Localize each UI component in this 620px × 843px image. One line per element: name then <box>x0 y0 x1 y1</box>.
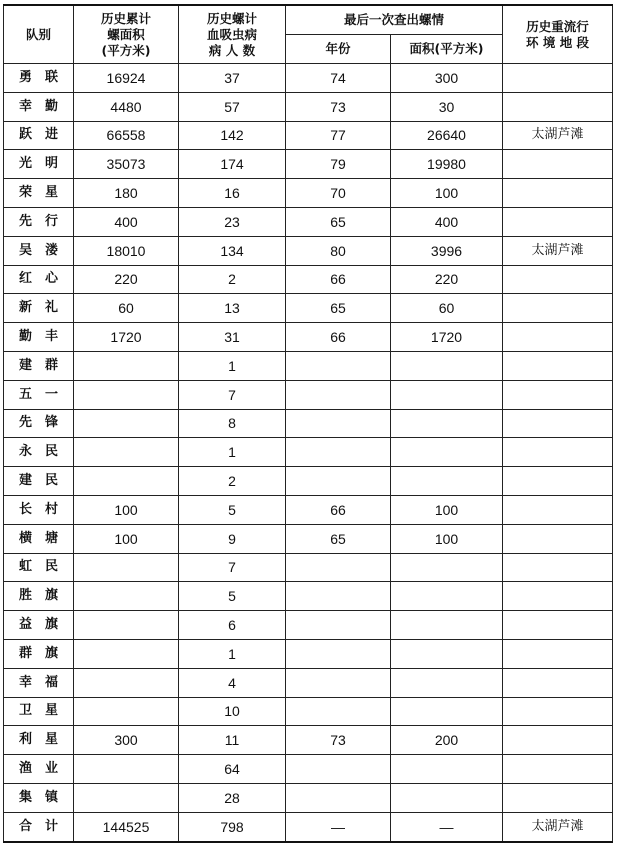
cell-patients: 2 <box>179 265 286 294</box>
header-snail-area-line3: (平方米) <box>101 42 151 58</box>
cell-team <box>4 611 74 640</box>
cell-team <box>4 553 74 582</box>
cell-last-area: 100 <box>391 495 503 524</box>
cell-environment <box>503 611 613 640</box>
cell-environment <box>503 783 613 812</box>
cell-patients: 4 <box>179 668 286 697</box>
cell-last-area <box>391 380 503 409</box>
cell-snail-area: 18010 <box>74 236 179 265</box>
team-char-2: 进 <box>45 127 59 143</box>
table-body <box>4 64 613 842</box>
cell-team <box>4 207 74 236</box>
cell-snail-area: 35073 <box>74 150 179 179</box>
cell-last-area <box>391 668 503 697</box>
header-snail-area <box>74 5 179 64</box>
cell-snail-area: 16924 <box>74 64 179 93</box>
team-char-1: 永 <box>18 444 32 460</box>
header-snail-area-line2: 螺面积 <box>107 26 145 42</box>
cell-last-area: 60 <box>391 294 503 323</box>
schistosomiasis-table-container <box>3 4 612 843</box>
team-char-1: 新 <box>18 300 32 316</box>
table-row <box>4 438 613 467</box>
team-char-1: 红 <box>18 271 32 287</box>
cell-last-area: 19980 <box>391 150 503 179</box>
cell-environment <box>503 265 613 294</box>
cell-environment <box>503 668 613 697</box>
table-row <box>4 121 613 150</box>
table-row <box>4 524 613 553</box>
cell-team <box>4 639 74 668</box>
team-char-1: 幸 <box>18 674 32 690</box>
cell-year <box>286 783 391 812</box>
cell-team <box>4 783 74 812</box>
cell-patients: 7 <box>179 553 286 582</box>
team-char-1: 幸 <box>18 98 32 114</box>
cell-environment <box>503 380 613 409</box>
team-char-1: 光 <box>18 156 32 172</box>
team-char-2: 星 <box>45 732 59 748</box>
cell-year <box>286 582 391 611</box>
table-row <box>4 611 613 640</box>
cell-patients: 23 <box>179 207 286 236</box>
cell-environment <box>503 553 613 582</box>
cell-snail-area <box>74 697 179 726</box>
cell-year: 65 <box>286 524 391 553</box>
cell-year <box>286 438 391 467</box>
cell-patients: 31 <box>179 323 286 352</box>
cell-team <box>4 697 74 726</box>
team-char-2: 业 <box>45 761 59 777</box>
cell-patients: 8 <box>179 409 286 438</box>
cell-snail-area <box>74 438 179 467</box>
team-char-2: 勤 <box>45 98 59 114</box>
cell-team <box>4 236 74 265</box>
team-char-1: 长 <box>18 501 32 517</box>
team-char-2: 旗 <box>45 588 59 604</box>
cell-patients: 13 <box>179 294 286 323</box>
header-team: 队别 <box>4 5 74 64</box>
header-recurrence <box>503 5 613 64</box>
cell-last-area <box>391 783 503 812</box>
team-char-1: 吴 <box>18 242 32 258</box>
cell-environment <box>503 726 613 755</box>
cell-team <box>4 323 74 352</box>
cell-environment: 太湖芦滩 <box>503 812 613 841</box>
cell-environment <box>503 524 613 553</box>
header-snail-area-line1: 历史累计 <box>100 10 151 26</box>
cell-team <box>4 726 74 755</box>
cell-team <box>4 812 74 841</box>
team-char-1: 五 <box>18 386 32 402</box>
table-row <box>4 294 613 323</box>
cell-patients: 798 <box>179 812 286 841</box>
cell-last-area <box>391 639 503 668</box>
team-char-1: 建 <box>18 473 32 489</box>
cell-snail-area: 60 <box>74 294 179 323</box>
cell-patients: 9 <box>179 524 286 553</box>
cell-last-area <box>391 755 503 784</box>
team-char-1: 横 <box>18 530 32 546</box>
table-row <box>4 351 613 380</box>
cell-team <box>4 64 74 93</box>
cell-last-area <box>391 409 503 438</box>
cell-snail-area <box>74 351 179 380</box>
cell-snail-area <box>74 611 179 640</box>
table-row <box>4 179 613 208</box>
cell-snail-area <box>74 467 179 496</box>
header-patients <box>179 5 286 64</box>
cell-environment <box>503 150 613 179</box>
team-char-1: 建 <box>18 357 32 373</box>
table-row <box>4 495 613 524</box>
table-row <box>4 639 613 668</box>
cell-last-area: 100 <box>391 524 503 553</box>
table-row <box>4 323 613 352</box>
table-row <box>4 697 613 726</box>
cell-team <box>4 495 74 524</box>
cell-team <box>4 438 74 467</box>
cell-environment: 太湖芦滩 <box>503 236 613 265</box>
cell-patients: 174 <box>179 150 286 179</box>
team-char-2: 心 <box>45 271 59 287</box>
cell-year <box>286 755 391 784</box>
team-char-1: 荣 <box>18 185 32 201</box>
cell-patients: 142 <box>179 121 286 150</box>
team-char-1: 勇 <box>18 69 32 85</box>
cell-patients: 11 <box>179 726 286 755</box>
header-area: 面积(平方米) <box>391 35 503 64</box>
cell-snail-area: 400 <box>74 207 179 236</box>
team-char-2: 锋 <box>45 415 59 431</box>
cell-environment <box>503 582 613 611</box>
cell-year <box>286 553 391 582</box>
cell-last-area: — <box>391 812 503 841</box>
cell-year: 74 <box>286 64 391 93</box>
team-char-2: 群 <box>45 357 59 373</box>
cell-team <box>4 409 74 438</box>
cell-patients: 1 <box>179 438 286 467</box>
cell-environment <box>503 467 613 496</box>
cell-patients: 2 <box>179 467 286 496</box>
cell-patients: 6 <box>179 611 286 640</box>
cell-year: 65 <box>286 207 391 236</box>
cell-snail-area: 66558 <box>74 121 179 150</box>
cell-snail-area <box>74 668 179 697</box>
cell-last-area: 26640 <box>391 121 503 150</box>
header-recurrence-line2: 环 境 地 段 <box>525 34 590 50</box>
cell-team <box>4 121 74 150</box>
cell-last-area: 220 <box>391 265 503 294</box>
team-char-2: 联 <box>45 69 59 85</box>
cell-snail-area: 220 <box>74 265 179 294</box>
header-year: 年份 <box>286 35 391 64</box>
team-char-2: 丰 <box>45 329 59 345</box>
team-char-2: 民 <box>45 559 59 575</box>
team-char-1: 先 <box>18 415 32 431</box>
cell-snail-area: 1720 <box>74 323 179 352</box>
team-char-2: 礼 <box>45 300 59 316</box>
cell-patients: 1 <box>179 639 286 668</box>
cell-year: 66 <box>286 265 391 294</box>
cell-last-area <box>391 697 503 726</box>
team-char-1: 胜 <box>18 588 32 604</box>
team-char-2: 明 <box>45 156 59 172</box>
cell-patients: 1 <box>179 351 286 380</box>
team-char-1: 集 <box>18 789 32 805</box>
cell-year <box>286 467 391 496</box>
cell-year: 65 <box>286 294 391 323</box>
cell-patients: 7 <box>179 380 286 409</box>
header-last-check: 最后一次查出螺情 <box>286 5 503 35</box>
cell-last-area: 300 <box>391 64 503 93</box>
cell-patients: 5 <box>179 582 286 611</box>
cell-team <box>4 380 74 409</box>
cell-snail-area: 180 <box>74 179 179 208</box>
cell-team <box>4 294 74 323</box>
cell-environment <box>503 639 613 668</box>
team-char-2: 旗 <box>45 645 59 661</box>
cell-environment <box>503 351 613 380</box>
table-row <box>4 64 613 93</box>
cell-patients: 57 <box>179 92 286 121</box>
cell-environment <box>503 294 613 323</box>
team-char-1: 先 <box>18 213 32 229</box>
team-char-2: 星 <box>45 185 59 201</box>
cell-team <box>4 755 74 784</box>
cell-year: — <box>286 812 391 841</box>
table-row <box>4 783 613 812</box>
team-char-1: 虹 <box>18 559 32 575</box>
cell-team <box>4 179 74 208</box>
cell-snail-area <box>74 582 179 611</box>
cell-last-area <box>391 467 503 496</box>
team-char-2: 溇 <box>45 242 59 258</box>
cell-environment <box>503 495 613 524</box>
cell-patients: 134 <box>179 236 286 265</box>
cell-last-area <box>391 438 503 467</box>
cell-snail-area: 100 <box>74 524 179 553</box>
cell-year: 70 <box>286 179 391 208</box>
table-row <box>4 812 613 841</box>
cell-environment <box>503 438 613 467</box>
cell-team <box>4 150 74 179</box>
cell-snail-area <box>74 783 179 812</box>
team-char-1: 跃 <box>18 127 32 143</box>
cell-last-area: 1720 <box>391 323 503 352</box>
team-char-2: 塘 <box>45 530 59 546</box>
cell-environment <box>503 92 613 121</box>
cell-year <box>286 668 391 697</box>
cell-year: 77 <box>286 121 391 150</box>
cell-last-area: 3996 <box>391 236 503 265</box>
table-row <box>4 755 613 784</box>
cell-last-area: 200 <box>391 726 503 755</box>
team-char-1: 利 <box>18 732 32 748</box>
cell-year: 80 <box>286 236 391 265</box>
team-char-2: 一 <box>45 386 59 402</box>
cell-patients: 28 <box>179 783 286 812</box>
cell-environment <box>503 755 613 784</box>
header-patients-line1: 历史螺计 <box>206 10 257 26</box>
cell-environment <box>503 207 613 236</box>
cell-last-area <box>391 611 503 640</box>
team-char-2: 村 <box>45 501 59 517</box>
cell-patients: 64 <box>179 755 286 784</box>
cell-team <box>4 524 74 553</box>
cell-patients: 10 <box>179 697 286 726</box>
cell-last-area <box>391 351 503 380</box>
team-char-1: 渔 <box>18 761 32 777</box>
cell-team <box>4 582 74 611</box>
cell-environment <box>503 323 613 352</box>
team-char-2: 计 <box>45 818 59 834</box>
cell-last-area: 30 <box>391 92 503 121</box>
header-patients-line2: 血吸虫病 <box>206 26 257 42</box>
cell-environment <box>503 64 613 93</box>
cell-year <box>286 351 391 380</box>
table-row <box>4 92 613 121</box>
team-char-1: 群 <box>18 645 32 661</box>
cell-team <box>4 265 74 294</box>
cell-team <box>4 668 74 697</box>
cell-environment <box>503 179 613 208</box>
cell-snail-area <box>74 553 179 582</box>
cell-team <box>4 351 74 380</box>
cell-year: 73 <box>286 726 391 755</box>
team-char-1: 益 <box>18 617 32 633</box>
schistosomiasis-snail-table <box>3 4 613 843</box>
cell-last-area: 100 <box>391 179 503 208</box>
team-char-2: 旗 <box>45 617 59 633</box>
table-row <box>4 380 613 409</box>
cell-last-area: 400 <box>391 207 503 236</box>
cell-year <box>286 697 391 726</box>
cell-snail-area: 100 <box>74 495 179 524</box>
table-row <box>4 553 613 582</box>
cell-year: 66 <box>286 323 391 352</box>
table-row <box>4 467 613 496</box>
cell-environment <box>503 697 613 726</box>
team-char-1: 卫 <box>18 703 32 719</box>
team-char-2: 福 <box>45 674 59 690</box>
table-row <box>4 265 613 294</box>
table-row <box>4 150 613 179</box>
table-row <box>4 582 613 611</box>
cell-environment: 太湖芦滩 <box>503 121 613 150</box>
table-row <box>4 236 613 265</box>
cell-team <box>4 92 74 121</box>
cell-year: 79 <box>286 150 391 179</box>
cell-year: 73 <box>286 92 391 121</box>
cell-year <box>286 611 391 640</box>
cell-snail-area: 300 <box>74 726 179 755</box>
table-row <box>4 726 613 755</box>
header-patients-line3: 病 人 数 <box>208 42 256 58</box>
cell-snail-area <box>74 380 179 409</box>
header-recurrence-line1: 历史重流行 <box>526 18 589 34</box>
cell-snail-area <box>74 409 179 438</box>
cell-year <box>286 639 391 668</box>
cell-patients: 16 <box>179 179 286 208</box>
cell-snail-area <box>74 639 179 668</box>
team-char-2: 民 <box>45 473 59 489</box>
cell-year <box>286 409 391 438</box>
cell-snail-area: 144525 <box>74 812 179 841</box>
cell-patients: 37 <box>179 64 286 93</box>
cell-environment <box>503 409 613 438</box>
team-char-2: 镇 <box>45 789 59 805</box>
cell-team <box>4 467 74 496</box>
table-row <box>4 207 613 236</box>
cell-year: 66 <box>286 495 391 524</box>
team-char-2: 星 <box>45 703 59 719</box>
table-row <box>4 668 613 697</box>
cell-last-area <box>391 582 503 611</box>
team-char-2: 行 <box>45 213 59 229</box>
table-row <box>4 409 613 438</box>
team-char-2: 民 <box>45 444 59 460</box>
cell-snail-area <box>74 755 179 784</box>
cell-last-area <box>391 553 503 582</box>
cell-year <box>286 380 391 409</box>
team-char-1: 合 <box>18 818 32 834</box>
team-char-1: 勤 <box>18 329 32 345</box>
cell-snail-area: 4480 <box>74 92 179 121</box>
cell-patients: 5 <box>179 495 286 524</box>
